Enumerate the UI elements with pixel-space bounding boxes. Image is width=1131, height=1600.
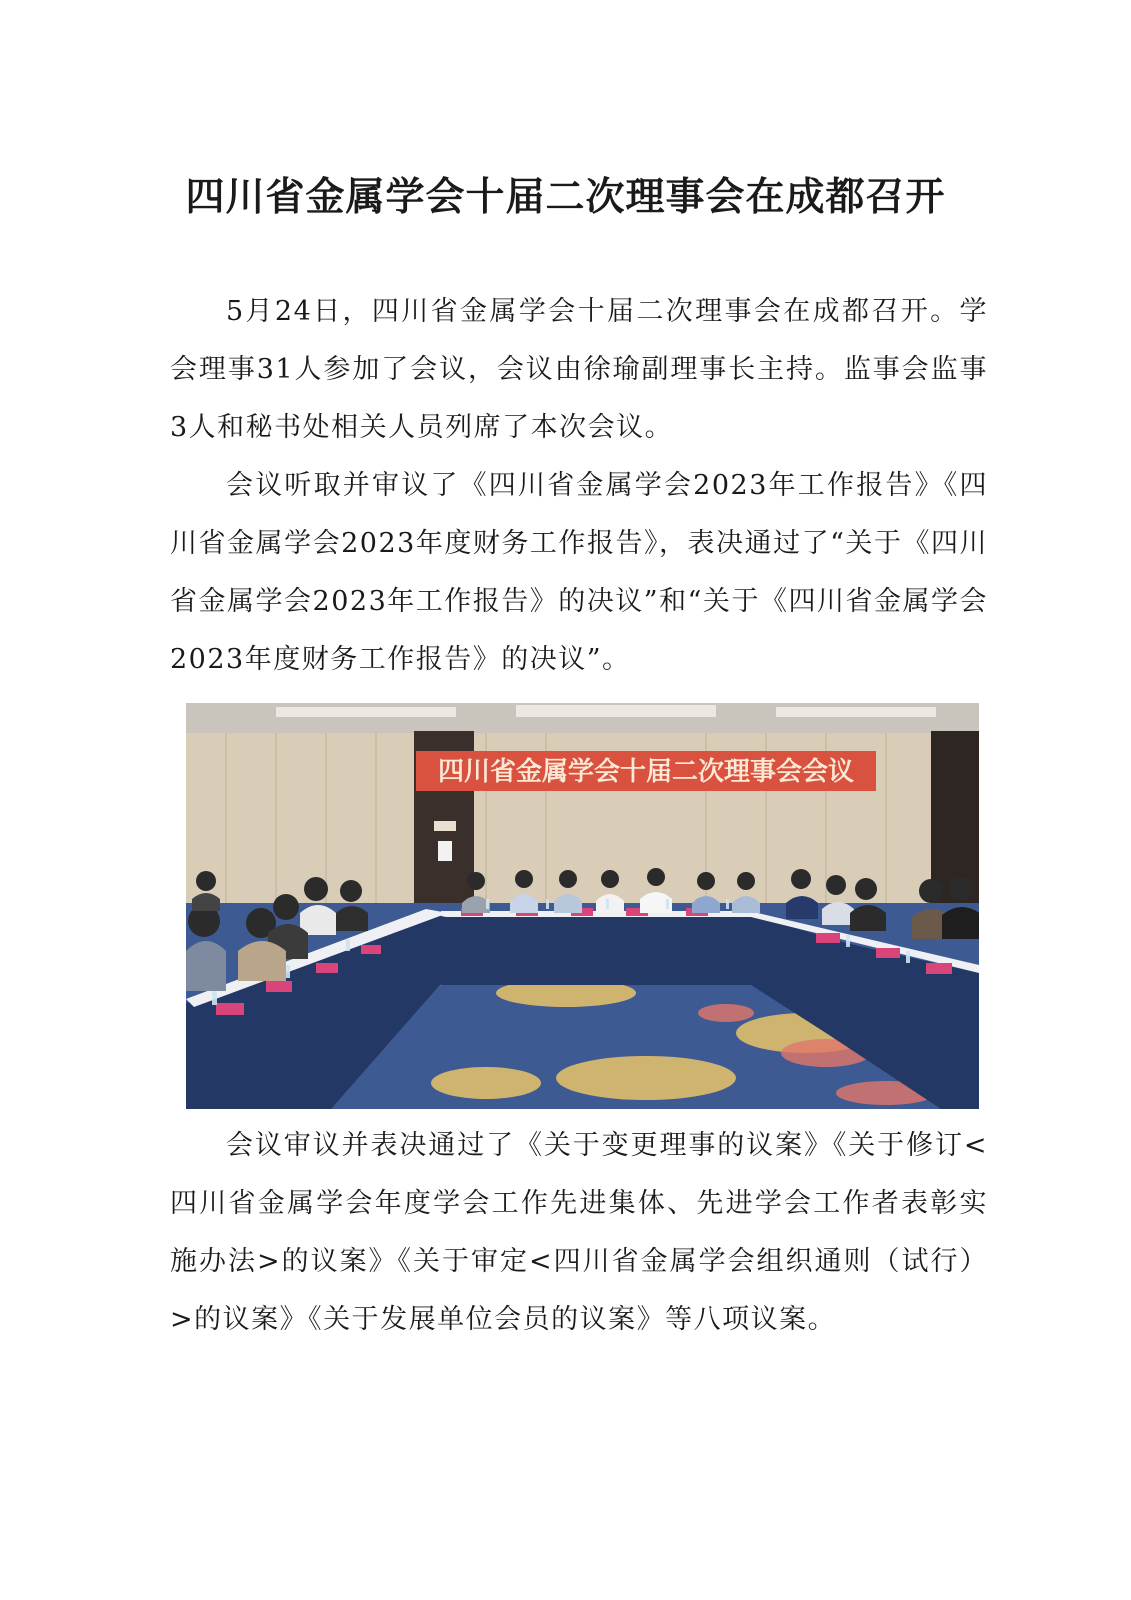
meeting-photo [186,703,979,1109]
banner-text: 四川省金属学会十届二次理事会会议 [437,757,855,787]
article-body [170,283,988,1349]
paragraph-2: 会议听取并审议了《四川省金属学会2023年工作报告》《四川省金属学会2023年度财务工作报告》，表决通过了“关于《四川省金属学会2023年工作报告》的决议”和“关于《四川省金属学会2023年度财务工作报告》的决议”。 [170,470,988,675]
paragraph-3: 会议审议并表决通过了《关于变更理事的议案》《关于修订<四川省金属学会年度学会工作先进集体、先进学会工作者表彰实施办法>的议案》《关于审定<四川省金属学会组织通则（试行）>的议案》《关于发展单位会员的议案》等八项议案。 [170,1130,988,1335]
document-title: 四川省金属学会十届二次理事会在成都召开 [185,175,946,220]
head-table [441,915,751,985]
paragraph-1: 5月24日，四川省金属学会十届二次理事会在成都召开。学会理事31人参加了会议，会议由徐瑜副理事长主持。监事会监事3人和秘书处相关人员列席了本次会议。 [170,296,988,443]
